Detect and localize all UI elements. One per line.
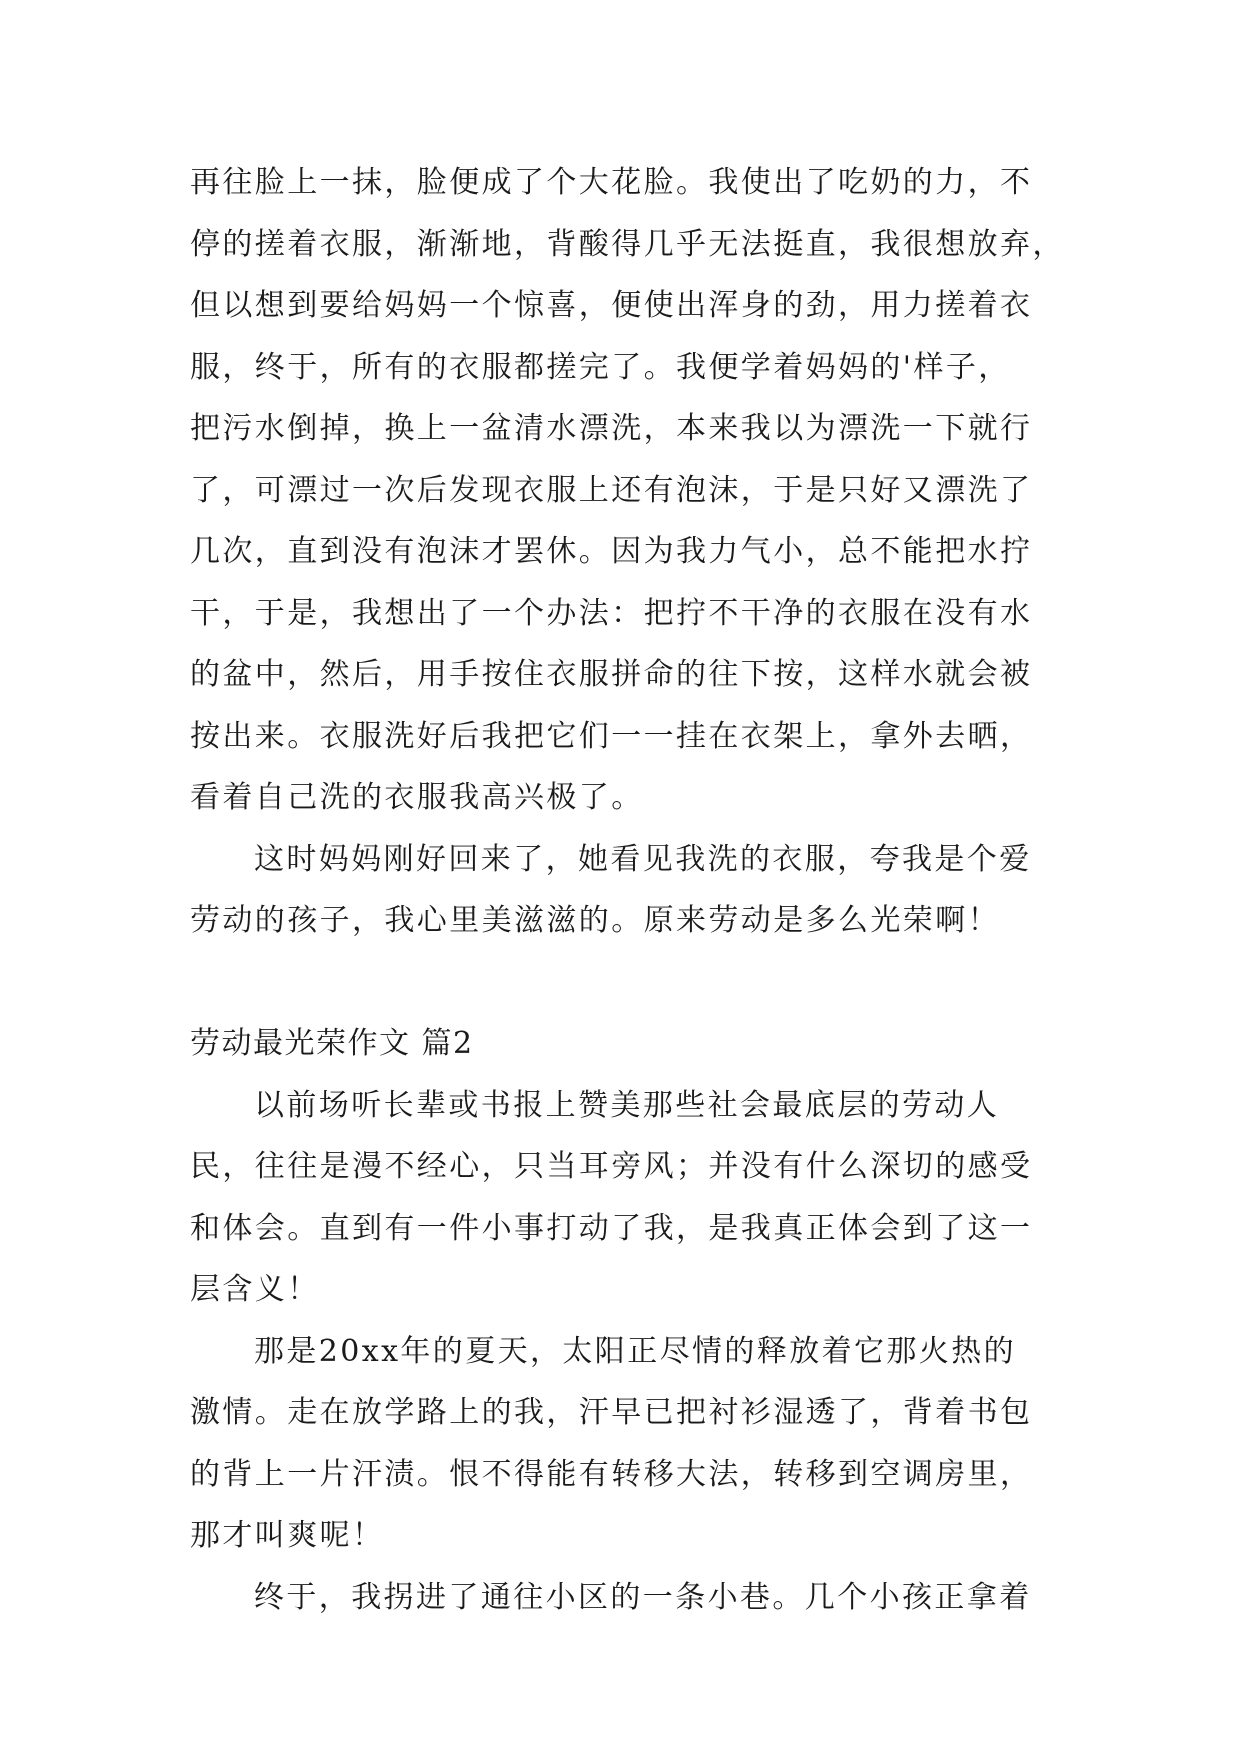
text-line: 以前场听长辈或书报上赞美那些社会最底层的劳动人 [254, 1087, 1000, 1123]
text-line: 再往脸上一抹，脸便成了个大花脸。我使出了吃奶的力，不 [190, 165, 1033, 200]
text-line: 的背上一片汗渍。恨不得能有转移大法，转移到空调房里， [190, 1456, 1033, 1492]
text-line: 劳动的孩子，我心里美滋滋的。原来劳动是多么光荣啊！ [190, 903, 1000, 938]
text-line: 但以想到要给妈妈一个惊喜，便使出浑身的劲，用力搓着衣 [190, 288, 1033, 323]
text-line: 把污水倒掉，换上一盆清水漂洗，本来我以为漂洗一下就行 [190, 411, 1033, 446]
text-line: 那是20xx年的夏天，太阳正尽情的释放着它那火热的 [254, 1333, 1017, 1369]
text-line: 干，于是，我想出了一个办法：把拧不干净的衣服在没有水 [190, 595, 1033, 631]
paragraph [190, 1075, 1055, 1321]
paragraph [190, 829, 1055, 952]
paragraph-continued [190, 152, 1065, 829]
section-heading: 劳动最光荣作文 篇2 [190, 1026, 474, 1061]
paragraph [190, 1321, 1055, 1567]
text-line: 看着自己洗的衣服我高兴极了。 [190, 780, 644, 815]
text-line: 了，可漂过一次后发现衣服上还有泡沫，于是只好又漂洗了 [190, 472, 1033, 508]
text-line: 层含义！ [190, 1272, 320, 1307]
text-line: 民，往往是漫不经心，只当耳旁风；并没有什么深切的感受 [190, 1149, 1033, 1184]
text-line: 的盆中，然后，用手按住衣服拼命的往下按，这样水就会被 [190, 657, 1033, 692]
text-line: 激情。走在放学路上的我，汗早已把衬衫湿透了，背着书包 [190, 1395, 1033, 1430]
text-line: 这时妈妈刚好回来了，她看见我洗的衣服，夸我是个爱 [254, 841, 1032, 877]
text-line: 那才叫爽呢！ [190, 1518, 385, 1553]
text-line: 几次，直到没有泡沫才罢休。因为我力气小，总不能把水拧 [190, 534, 1033, 569]
document-body [190, 152, 1065, 1628]
text-line: 服，终于，所有的衣服都搓完了。我便学着妈妈的'样子， [190, 349, 1011, 385]
text-line: 按出来。衣服洗好后我把它们一一挂在衣架上，拿外去晒， [190, 718, 1033, 754]
text-line: 和体会。直到有一件小事打动了我，是我真正体会到了这一 [190, 1210, 1033, 1246]
text-line: 终于，我拐进了通往小区的一条小巷。几个小孩正拿着 [254, 1579, 1032, 1615]
text-line: 停的搓着衣服，渐渐地，背酸得几乎无法挺直，我很想放弃， [190, 226, 1065, 262]
spacer [190, 952, 1055, 1014]
paragraph [190, 1567, 1055, 1629]
